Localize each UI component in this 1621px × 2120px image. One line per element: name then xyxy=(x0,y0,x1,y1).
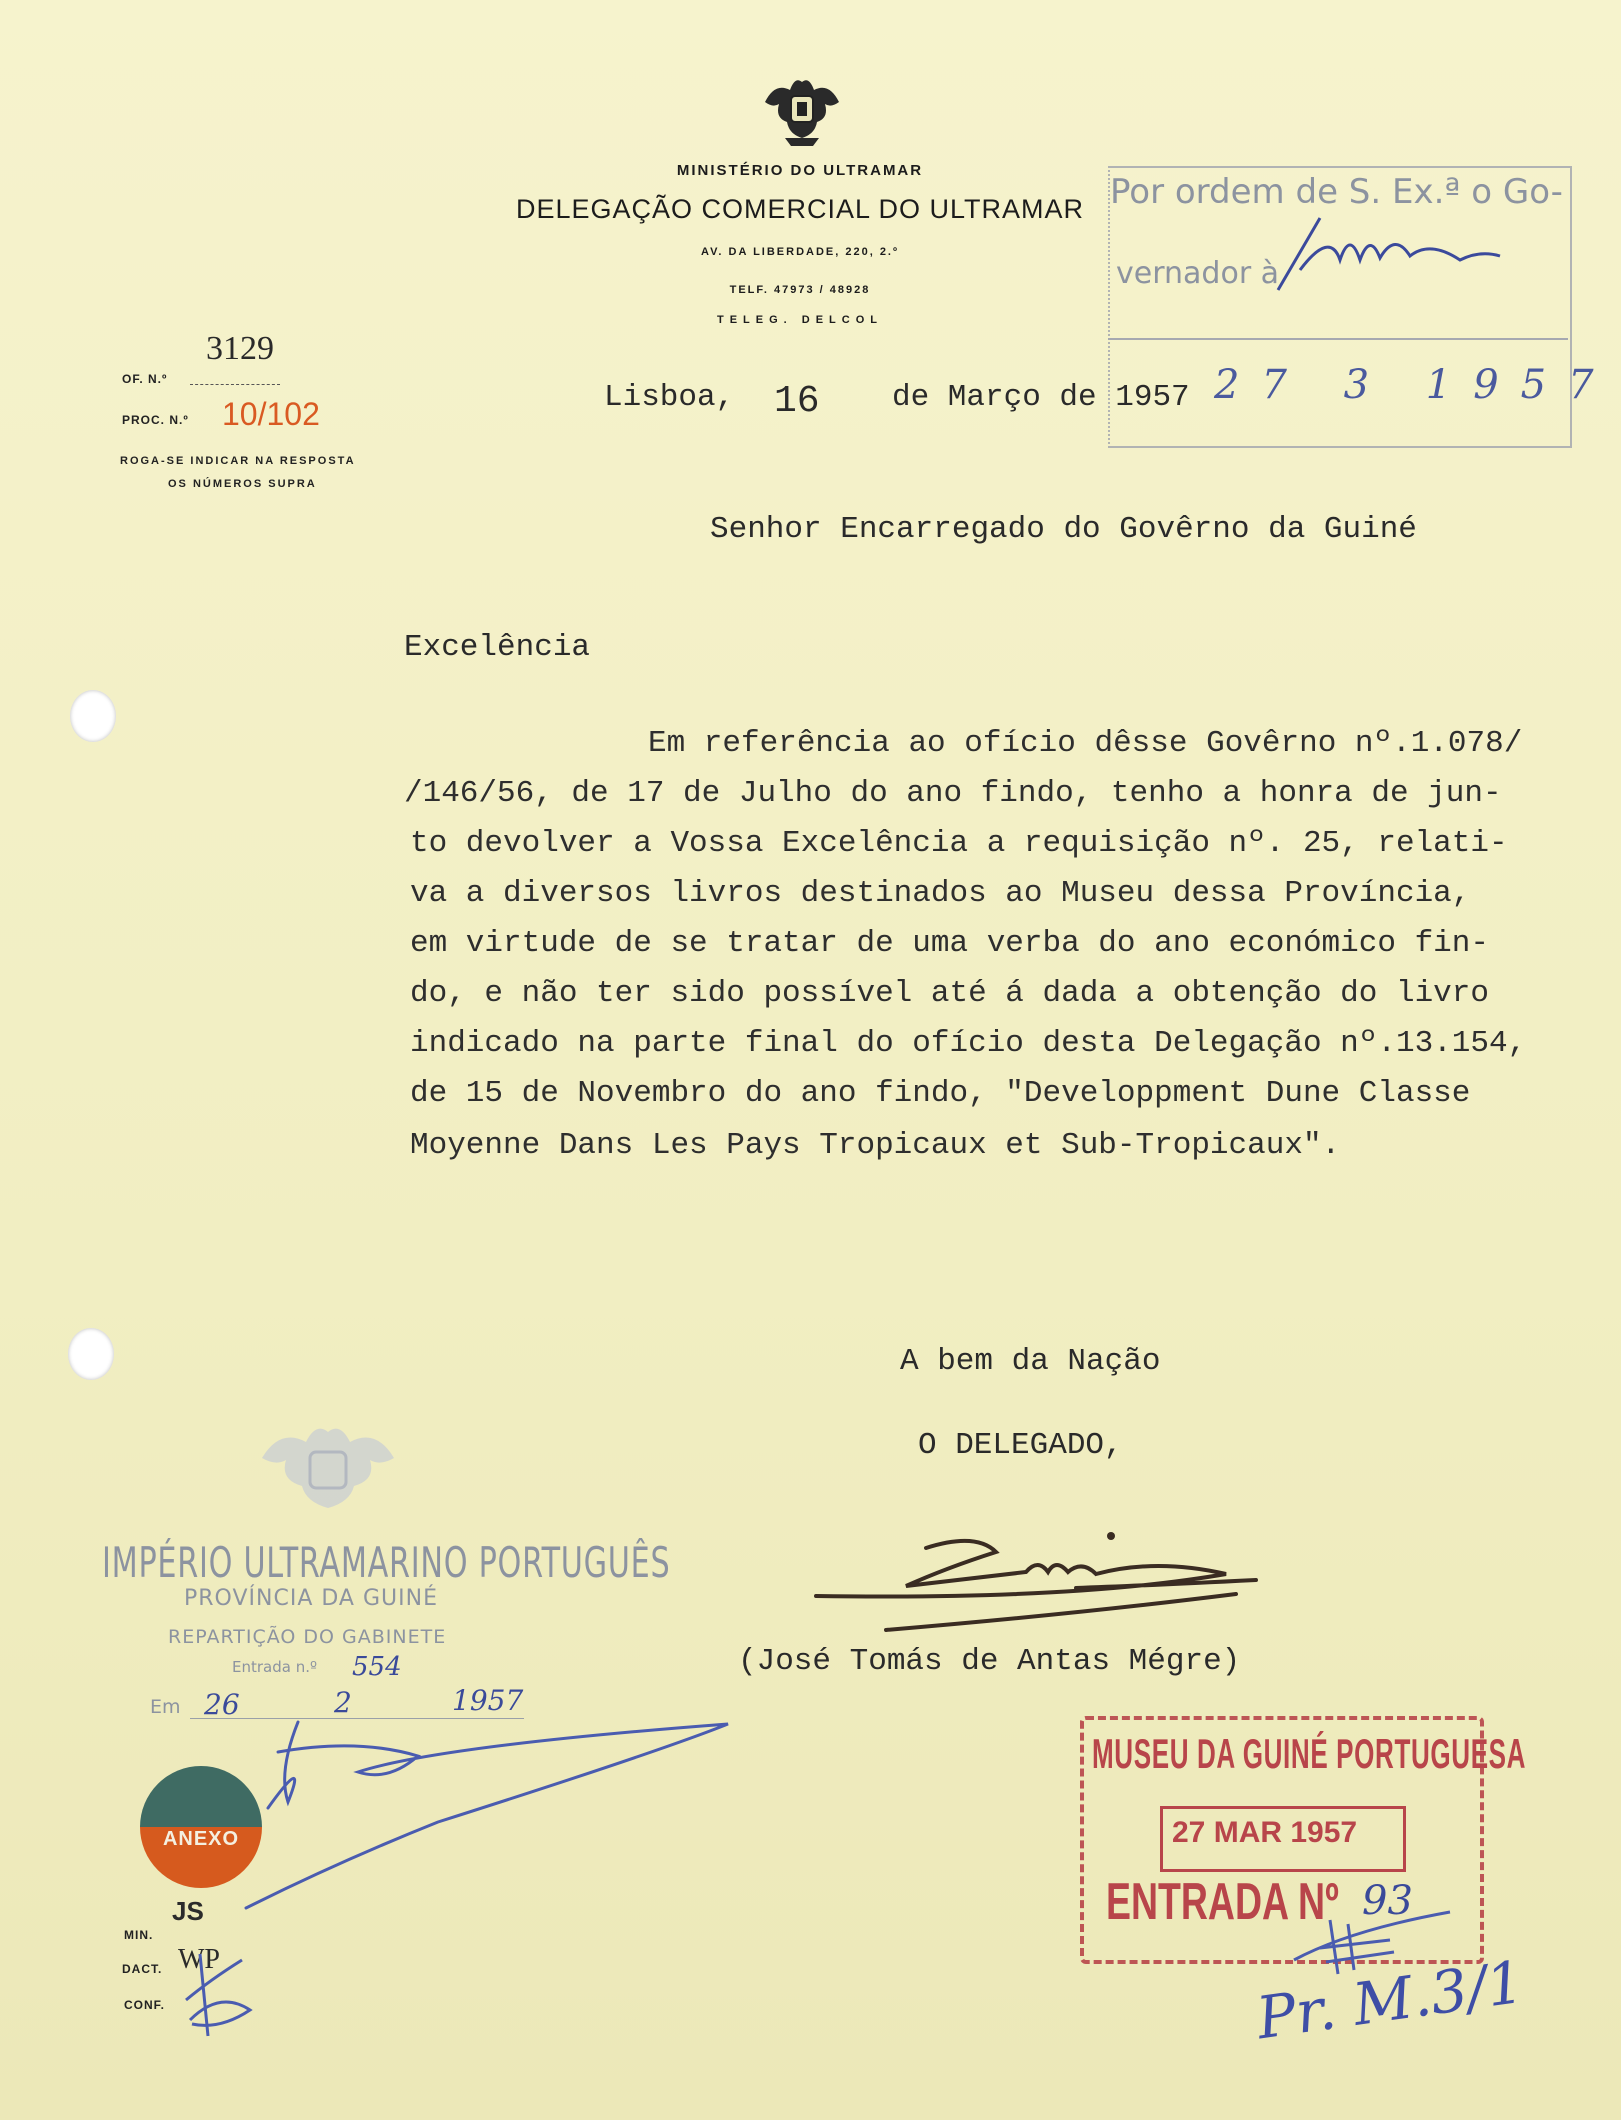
entry-number: 554 xyxy=(352,1652,402,1682)
museum-entry-label: ENTRADA Nº xyxy=(1106,1873,1339,1931)
body-line: /146/56, de 17 de Julho do ano findo, tenho a honra de jun- xyxy=(404,776,1502,811)
body-line: indicado na parte final do ofício desta Delegação nº.13.154, xyxy=(410,1026,1527,1061)
of-underline xyxy=(190,384,280,385)
em-label: Em xyxy=(150,1696,181,1718)
museum-date: 27 MAR 1957 xyxy=(1172,1816,1358,1849)
stamp-line-1: Por ordem de S. Ex.ª o Go- xyxy=(1110,172,1563,212)
signer-role: O DELEGADO, xyxy=(918,1428,1123,1463)
date-city: Lisboa, xyxy=(604,380,735,415)
ministry-name: MINISTÉRIO DO ULTRAMAR xyxy=(676,162,924,179)
museum-entry-number: 93 xyxy=(1362,1878,1413,1924)
delegate-signature-icon xyxy=(776,1528,1276,1648)
anexo-label: ANEXO xyxy=(162,1828,240,1850)
initials-js: JS xyxy=(172,1896,204,1926)
punch-hole xyxy=(68,1328,114,1380)
reference-note-2: OS NÚMEROS SUPRA xyxy=(168,478,317,490)
body-line: de 15 de Novembro do ano findo, "Developpment Dune Classe xyxy=(410,1076,1471,1111)
date-day: 16 xyxy=(774,380,820,423)
of-label: OF. N.º xyxy=(122,372,168,386)
body-line: Em referência ao ofício dêsse Govêrno nº.1.078/ xyxy=(648,726,1523,761)
addressee: Senhor Encarregado do Govêrno da Guiné xyxy=(710,512,1417,547)
dact-value: WP xyxy=(178,1944,220,1975)
signatory-name: (José Tomás de Antas Mégre) xyxy=(738,1644,1241,1679)
closing: A bem da Nação xyxy=(900,1344,1161,1379)
conf-label: CONF. xyxy=(124,1998,165,2012)
faded-coat-of-arms-icon xyxy=(250,1418,406,1514)
body-line: Moyenne Dans Les Pays Tropicaux et Sub-Tropicaux". xyxy=(410,1128,1341,1163)
stamp-date: 27 3 1957 xyxy=(1214,362,1616,408)
proc-number: 10/102 xyxy=(222,396,320,432)
body-line: to devolver a Vossa Excelência a requisição nº. 25, relati- xyxy=(410,826,1508,861)
entry-year: 1957 xyxy=(452,1684,524,1717)
anexo-seal xyxy=(140,1766,262,1888)
stamp-line-2: vernador à xyxy=(1116,256,1280,291)
salutation: Excelência xyxy=(404,630,591,665)
body-line: em virtude de se tratar de uma verba do ano económico fin- xyxy=(410,926,1489,961)
proc-label: PROC. N.º xyxy=(122,413,189,427)
pen-flourish-icon xyxy=(238,1712,738,1912)
province-name: PROVÍNCIA DA GUINÉ xyxy=(184,1586,438,1611)
entry-month: 2 xyxy=(334,1686,352,1719)
phone: TELF. 47973 / 48928 xyxy=(729,284,871,296)
reference-note-1: ROGA-SE INDICAR NA RESPOSTA xyxy=(120,455,356,467)
address: AV. DA LIBERDADE, 220, 2.º xyxy=(700,246,900,258)
telegraph: TELEG. DELCOL xyxy=(717,314,883,326)
min-label: MIN. xyxy=(124,1928,154,1942)
of-number: 3129 xyxy=(206,330,274,367)
museum-name: MUSEU DA GUINÉ PORTUGUESA xyxy=(1092,1730,1527,1777)
dact-label: DACT. xyxy=(122,1962,163,1976)
body-line: do, e não ter sido possível até á dada a obtenção do livro xyxy=(410,976,1489,1011)
empire-title: IMPÉRIO ULTRAMARINO PORTUGUÊS xyxy=(102,1538,671,1587)
governor-signature-icon xyxy=(1260,210,1510,300)
body-line: va a diversos livros destinados ao Museu dessa Província, xyxy=(410,876,1471,911)
stamp-divider xyxy=(1108,338,1568,340)
entry-day: 26 xyxy=(204,1688,240,1721)
cabinet-name: REPARTIÇÃO DO GABINETE xyxy=(168,1626,447,1648)
coat-of-arms-icon xyxy=(755,72,849,150)
delegation-name: DELEGAÇÃO COMERCIAL DO ULTRAMAR xyxy=(515,194,1085,224)
punch-hole xyxy=(70,690,116,742)
conf-initial-icon xyxy=(180,1950,260,2040)
entry-label: Entrada n.º xyxy=(232,1658,318,1676)
archive-reference-note: Pr. M.3/1 xyxy=(1252,1947,1528,2053)
date-month-year: de Março de 1957 xyxy=(892,380,1190,415)
